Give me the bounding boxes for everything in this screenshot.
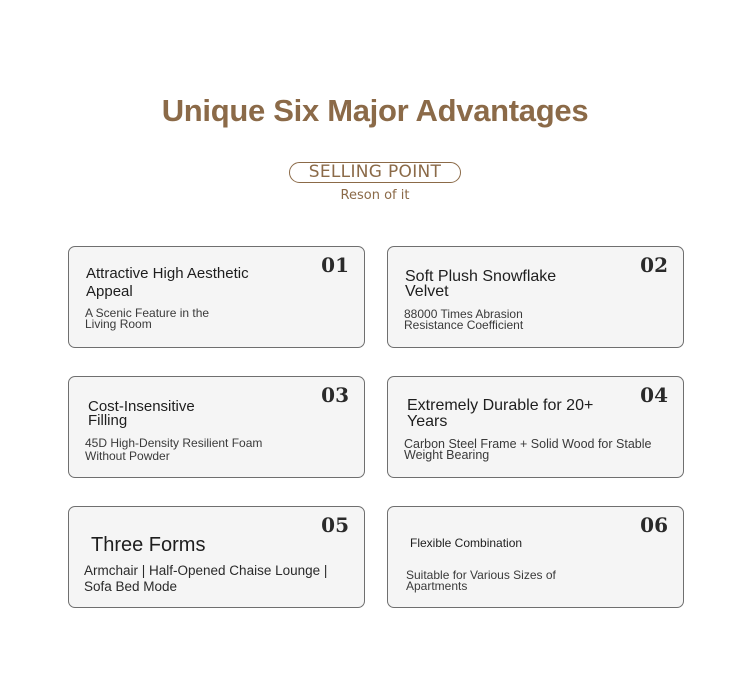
card-heading: Attractive High Aesthetic Appeal	[86, 265, 249, 300]
card-description: 88000 Times Abrasion Resistance Coefficient	[404, 307, 524, 332]
card-heading: Three Forms	[91, 534, 206, 556]
advantage-card-02	[387, 246, 684, 348]
page-title: Unique Six Major Advantages	[161, 93, 589, 128]
card-description: 45D High-Density Resilient Foam Without Powder	[85, 436, 263, 463]
card-description: Suitable for Various Sizes of Apartments	[406, 568, 556, 593]
advantage-card-05	[68, 506, 365, 608]
card-description: Carbon Steel Frame + Solid Wood for Stable Weight Bearing	[404, 437, 652, 462]
card-number: 02	[640, 253, 668, 277]
card-number: 03	[321, 383, 349, 407]
page-subtitle: Reson of it	[340, 188, 410, 203]
card-description: A Scenic Feature in the Living Room	[85, 306, 210, 331]
card-heading: Cost-Insensitive Filling	[88, 398, 195, 429]
card-number: 01	[321, 253, 349, 277]
card-description: Armchair | Half-Opened Chaise Lounge | Sofa Bed Mode	[84, 563, 328, 594]
card-number: 06	[640, 513, 668, 537]
card-heading: Flexible Combination	[410, 536, 523, 550]
card-heading: Soft Plush Snowflake Velvet	[405, 268, 557, 300]
selling-point-badge: SELLING POINT	[289, 162, 461, 183]
advantage-card-04	[387, 376, 684, 478]
card-heading: Extremely Durable for 20+ Years	[407, 397, 594, 430]
card-number: 05	[321, 513, 349, 537]
card-number: 04	[640, 383, 668, 407]
advantage-card-06	[387, 506, 684, 608]
advantage-card-03	[68, 376, 365, 478]
advantage-card-01	[68, 246, 365, 348]
